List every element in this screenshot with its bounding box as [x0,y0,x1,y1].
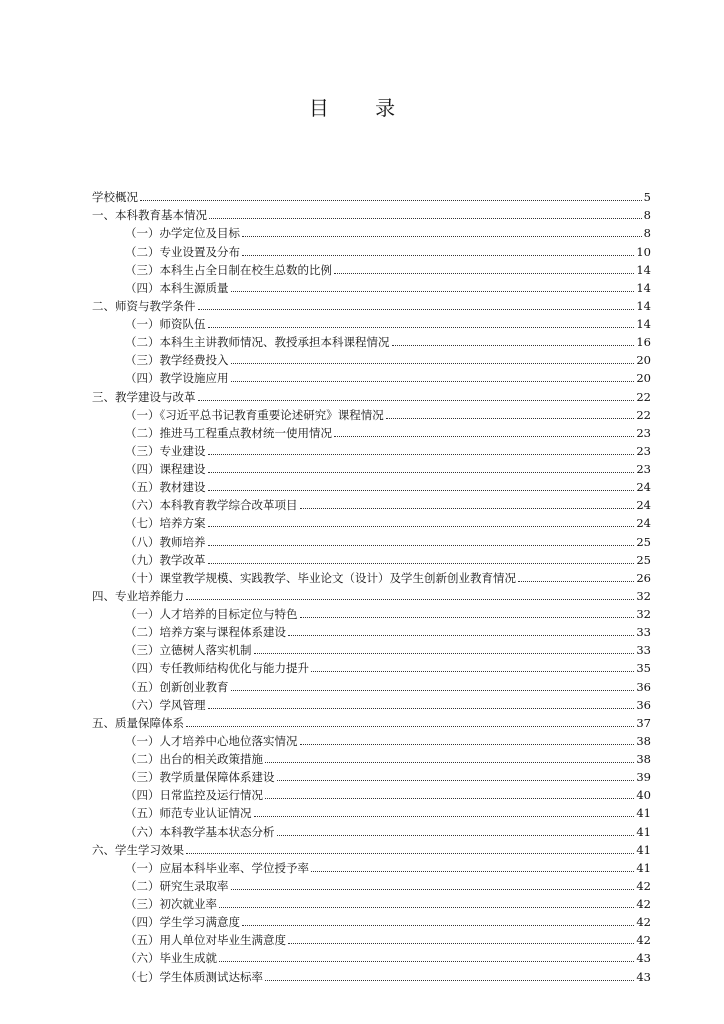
toc-page-number: 14 [636,317,651,331]
toc-subsection-entry[interactable] [92,949,651,967]
toc-section-entry[interactable] [92,206,651,224]
toc-subsection-entry[interactable] [92,786,651,804]
toc-entry-label: （一）《习近平总书记教育重要论述研究》课程情况 [125,407,384,422]
toc-subsection-entry[interactable] [92,424,651,442]
dot-leader [231,690,635,691]
toc-subsection-entry[interactable] [92,750,651,768]
dot-leader [198,309,635,310]
toc-page-number: 20 [636,353,651,368]
toc-entry-label: （一）应届本科毕业率、学位授予率 [125,860,309,875]
toc-subsection-entry[interactable] [92,224,651,242]
toc-subsection-entry[interactable] [92,478,651,496]
toc-page-number: 40 [636,788,651,803]
dot-leader [265,980,634,981]
toc-page-number: 38 [636,733,651,748]
toc-section-entry[interactable] [92,587,651,605]
toc-subsection-entry[interactable] [92,605,651,623]
toc-subsection-entry[interactable] [92,496,651,514]
toc-page-number: 41 [636,806,651,821]
toc-section-entry[interactable] [92,188,651,206]
toc-page-number: 37 [636,715,651,730]
toc-entry-label: （四）教学设施应用 [125,371,229,386]
toc-entry-label: （四）课程建设 [125,462,206,476]
dot-leader [208,490,635,491]
dot-leader [265,762,634,763]
toc-page-number: 14 [636,298,651,313]
dot-leader [242,255,634,256]
dot-leader [186,599,634,600]
toc-entry-label: （四）本科生源质量 [125,280,229,295]
toc-page-number: 10 [636,244,651,259]
dot-leader [386,418,635,419]
toc-page-number: 24 [636,480,651,495]
toc-page-number: 8 [643,226,651,241]
toc-subsection-entry[interactable] [92,442,651,460]
dot-leader [140,200,642,201]
toc-entry-label: （二）出台的相关政策措施 [125,752,263,766]
toc-entry-label: （四）日常监控及运行情况 [125,788,263,803]
toc-subsection-entry[interactable] [92,351,651,369]
toc-entry-label: （三）教学经费投入 [125,353,229,368]
toc-entry-label: （三）初次就业率 [125,897,217,911]
toc-entry-label: （三）立德树人落实机制 [125,643,252,658]
toc-subsection-entry[interactable] [92,877,651,895]
toc-page-number: 24 [636,516,651,531]
toc-entry-label: （六）毕业生成就 [125,951,217,966]
toc-entry-label: （三）教学质量保障体系建设 [125,770,275,785]
dot-leader [288,943,634,944]
dot-leader [231,381,635,382]
dot-leader [242,236,642,237]
toc-page-number: 42 [636,915,651,930]
toc-entry-label: （五）创新创业教育 [125,679,229,694]
toc-entry-label: （二）推进马工程重点教材统一使用情况 [125,425,332,440]
toc-subsection-entry[interactable] [92,514,651,532]
toc-page-number: 42 [636,878,651,893]
toc-subsection-entry[interactable] [92,551,651,569]
toc-entry-label: （六）本科教学基本状态分析 [125,824,275,839]
toc-page-number: 33 [636,643,651,658]
toc-page-number: 14 [636,262,651,277]
toc-page-number: 5 [643,190,651,205]
toc-entry-label: （一）办学定位及目标 [125,226,240,241]
dot-leader [198,400,635,401]
toc-page-number: 32 [636,588,651,603]
toc-page-number: 43 [636,951,651,966]
toc-page-number: 23 [636,462,651,476]
dot-leader [311,671,634,672]
toc-subsection-entry[interactable] [92,641,651,659]
toc-section-entry[interactable] [92,387,651,405]
dot-leader [186,726,634,727]
toc-page-number: 36 [636,697,651,712]
toc-subsection-entry[interactable] [92,659,651,677]
dot-leader [300,744,635,745]
dot-leader [300,508,635,509]
toc-page-number: 35 [636,661,651,676]
dot-leader [311,871,634,872]
toc-entry-label: （七）培养方案 [125,516,206,531]
dot-leader [208,526,635,527]
toc-page-number: 16 [636,335,651,350]
toc-page-number: 41 [636,824,651,839]
toc-subsection-entry[interactable] [92,315,651,333]
toc-section-entry[interactable] [92,714,651,732]
dot-leader [277,780,635,781]
toc-subsection-entry[interactable] [92,732,651,750]
toc-subsection-entry[interactable] [92,859,651,877]
toc-page-number: 22 [636,407,651,422]
toc-subsection-entry[interactable] [92,279,651,297]
toc-entry-label: （九）教学改革 [125,552,206,567]
toc-entry-label: 学校概况 [92,190,138,205]
toc-page-number: 25 [636,534,651,549]
toc-section-entry[interactable] [92,841,651,859]
dot-leader [254,816,635,817]
dot-leader [208,327,635,328]
dot-leader [231,363,635,364]
toc-entry-label: （一）师资队伍 [125,317,206,331]
toc-subsection-entry[interactable] [92,532,651,550]
toc-page-number: 42 [636,897,651,911]
toc-subsection-entry[interactable] [92,369,651,387]
dot-leader [392,345,635,346]
toc-page-number: 36 [636,679,651,694]
toc-entry-label: （六）本科教育教学综合改革项目 [125,498,298,513]
toc-subsection-entry[interactable] [92,569,651,587]
toc-entry-label: （四）学生学习满意度 [125,915,240,930]
toc-entry-label: （八）教师培养 [125,534,206,549]
dot-leader [265,798,634,799]
toc-subsection-entry[interactable] [92,822,651,840]
dot-leader [208,454,635,455]
toc-subsection-entry[interactable] [92,623,651,641]
dot-leader [288,635,634,636]
table-of-contents [92,188,651,986]
toc-subsection-entry[interactable] [92,333,651,351]
toc-page-number: 14 [636,280,651,295]
toc-entry-label: 一、本科教育基本情况 [92,208,207,223]
toc-subsection-entry[interactable] [92,967,651,985]
toc-subsection-entry[interactable] [92,696,651,714]
dot-leader [209,218,642,219]
toc-entry-label: （二）专业设置及分布 [125,244,240,259]
dot-leader [334,436,634,437]
dot-leader [208,545,635,546]
toc-page-number: 41 [636,842,651,857]
toc-page-number: 8 [643,208,651,223]
toc-page-number: 22 [636,389,651,404]
dot-leader [231,889,635,890]
toc-entry-label: 四、专业培养能力 [92,588,184,603]
toc-page-number: 20 [636,371,651,386]
toc-entry-label: 三、教学建设与改革 [92,389,196,404]
dot-leader [300,617,635,618]
dot-leader [518,581,634,582]
toc-page-number: 42 [636,933,651,948]
dot-leader [277,835,635,836]
toc-subsection-entry[interactable] [92,406,651,424]
toc-entry-label: （五）教材建设 [125,480,206,495]
dot-leader [186,853,634,854]
dot-leader [219,961,634,962]
toc-entry-label: （一）人才培养的目标定位与特色 [125,607,298,621]
toc-entry-label: （五）用人单位对毕业生满意度 [125,933,286,948]
toc-subsection-entry[interactable] [92,460,651,478]
toc-subsection-entry[interactable] [92,913,651,931]
toc-section-entry[interactable] [92,297,651,315]
dot-leader [231,291,635,292]
toc-entry-label: 二、师资与教学条件 [92,298,196,313]
toc-entry-label: （二）本科生主讲教师情况、教授承担本科课程情况 [125,335,390,350]
toc-subsection-entry[interactable] [92,261,651,279]
toc-page-number: 41 [636,860,651,875]
toc-entry-label: 五、质量保障体系 [92,715,184,730]
toc-page-number: 24 [636,498,651,513]
toc-entry-label: （七）学生体质测试达标率 [125,969,263,984]
toc-page-number: 33 [636,625,651,640]
dot-leader [208,563,635,564]
dot-leader [208,472,635,473]
toc-subsection-entry[interactable] [92,931,651,949]
dot-leader [242,925,634,926]
toc-page-number: 26 [636,570,651,585]
toc-entry-label: （四）专任教师结构优化与能力提升 [125,661,309,676]
toc-entry-label: （二）研究生录取率 [125,878,229,893]
toc-page-number: 38 [636,752,651,766]
dot-leader [334,273,634,274]
toc-page-number: 43 [636,969,651,984]
dot-leader [254,653,635,654]
toc-subsection-entry[interactable] [92,804,651,822]
toc-entry-label: （五）师范专业认证情况 [125,806,252,821]
toc-subsection-entry[interactable] [92,242,651,260]
toc-entry-label: 六、学生学习效果 [92,842,184,857]
toc-entry-label: （六）学风管理 [125,697,206,712]
toc-entry-label: （一）人才培养中心地位落实情况 [125,733,298,748]
toc-page-number: 32 [636,607,651,621]
toc-subsection-entry[interactable] [92,677,651,695]
toc-subsection-entry[interactable] [92,895,651,913]
toc-page-number: 23 [636,443,651,458]
dot-leader [219,907,634,908]
toc-page-number: 39 [636,770,651,785]
toc-entry-label: （三）本科生占全日制在校生总数的比例 [125,262,332,277]
toc-entry-label: （二）培养方案与课程体系建设 [125,625,286,640]
dot-leader [208,708,635,709]
toc-subsection-entry[interactable] [92,768,651,786]
toc-entry-label: （三）专业建设 [125,443,206,458]
toc-page-number: 23 [636,425,651,440]
toc-entry-label: （十）课堂教学规模、实践教学、毕业论文（设计）及学生创新创业教育情况 [125,570,516,585]
page-title: 目 录 [308,96,416,120]
toc-page-number: 25 [636,552,651,567]
